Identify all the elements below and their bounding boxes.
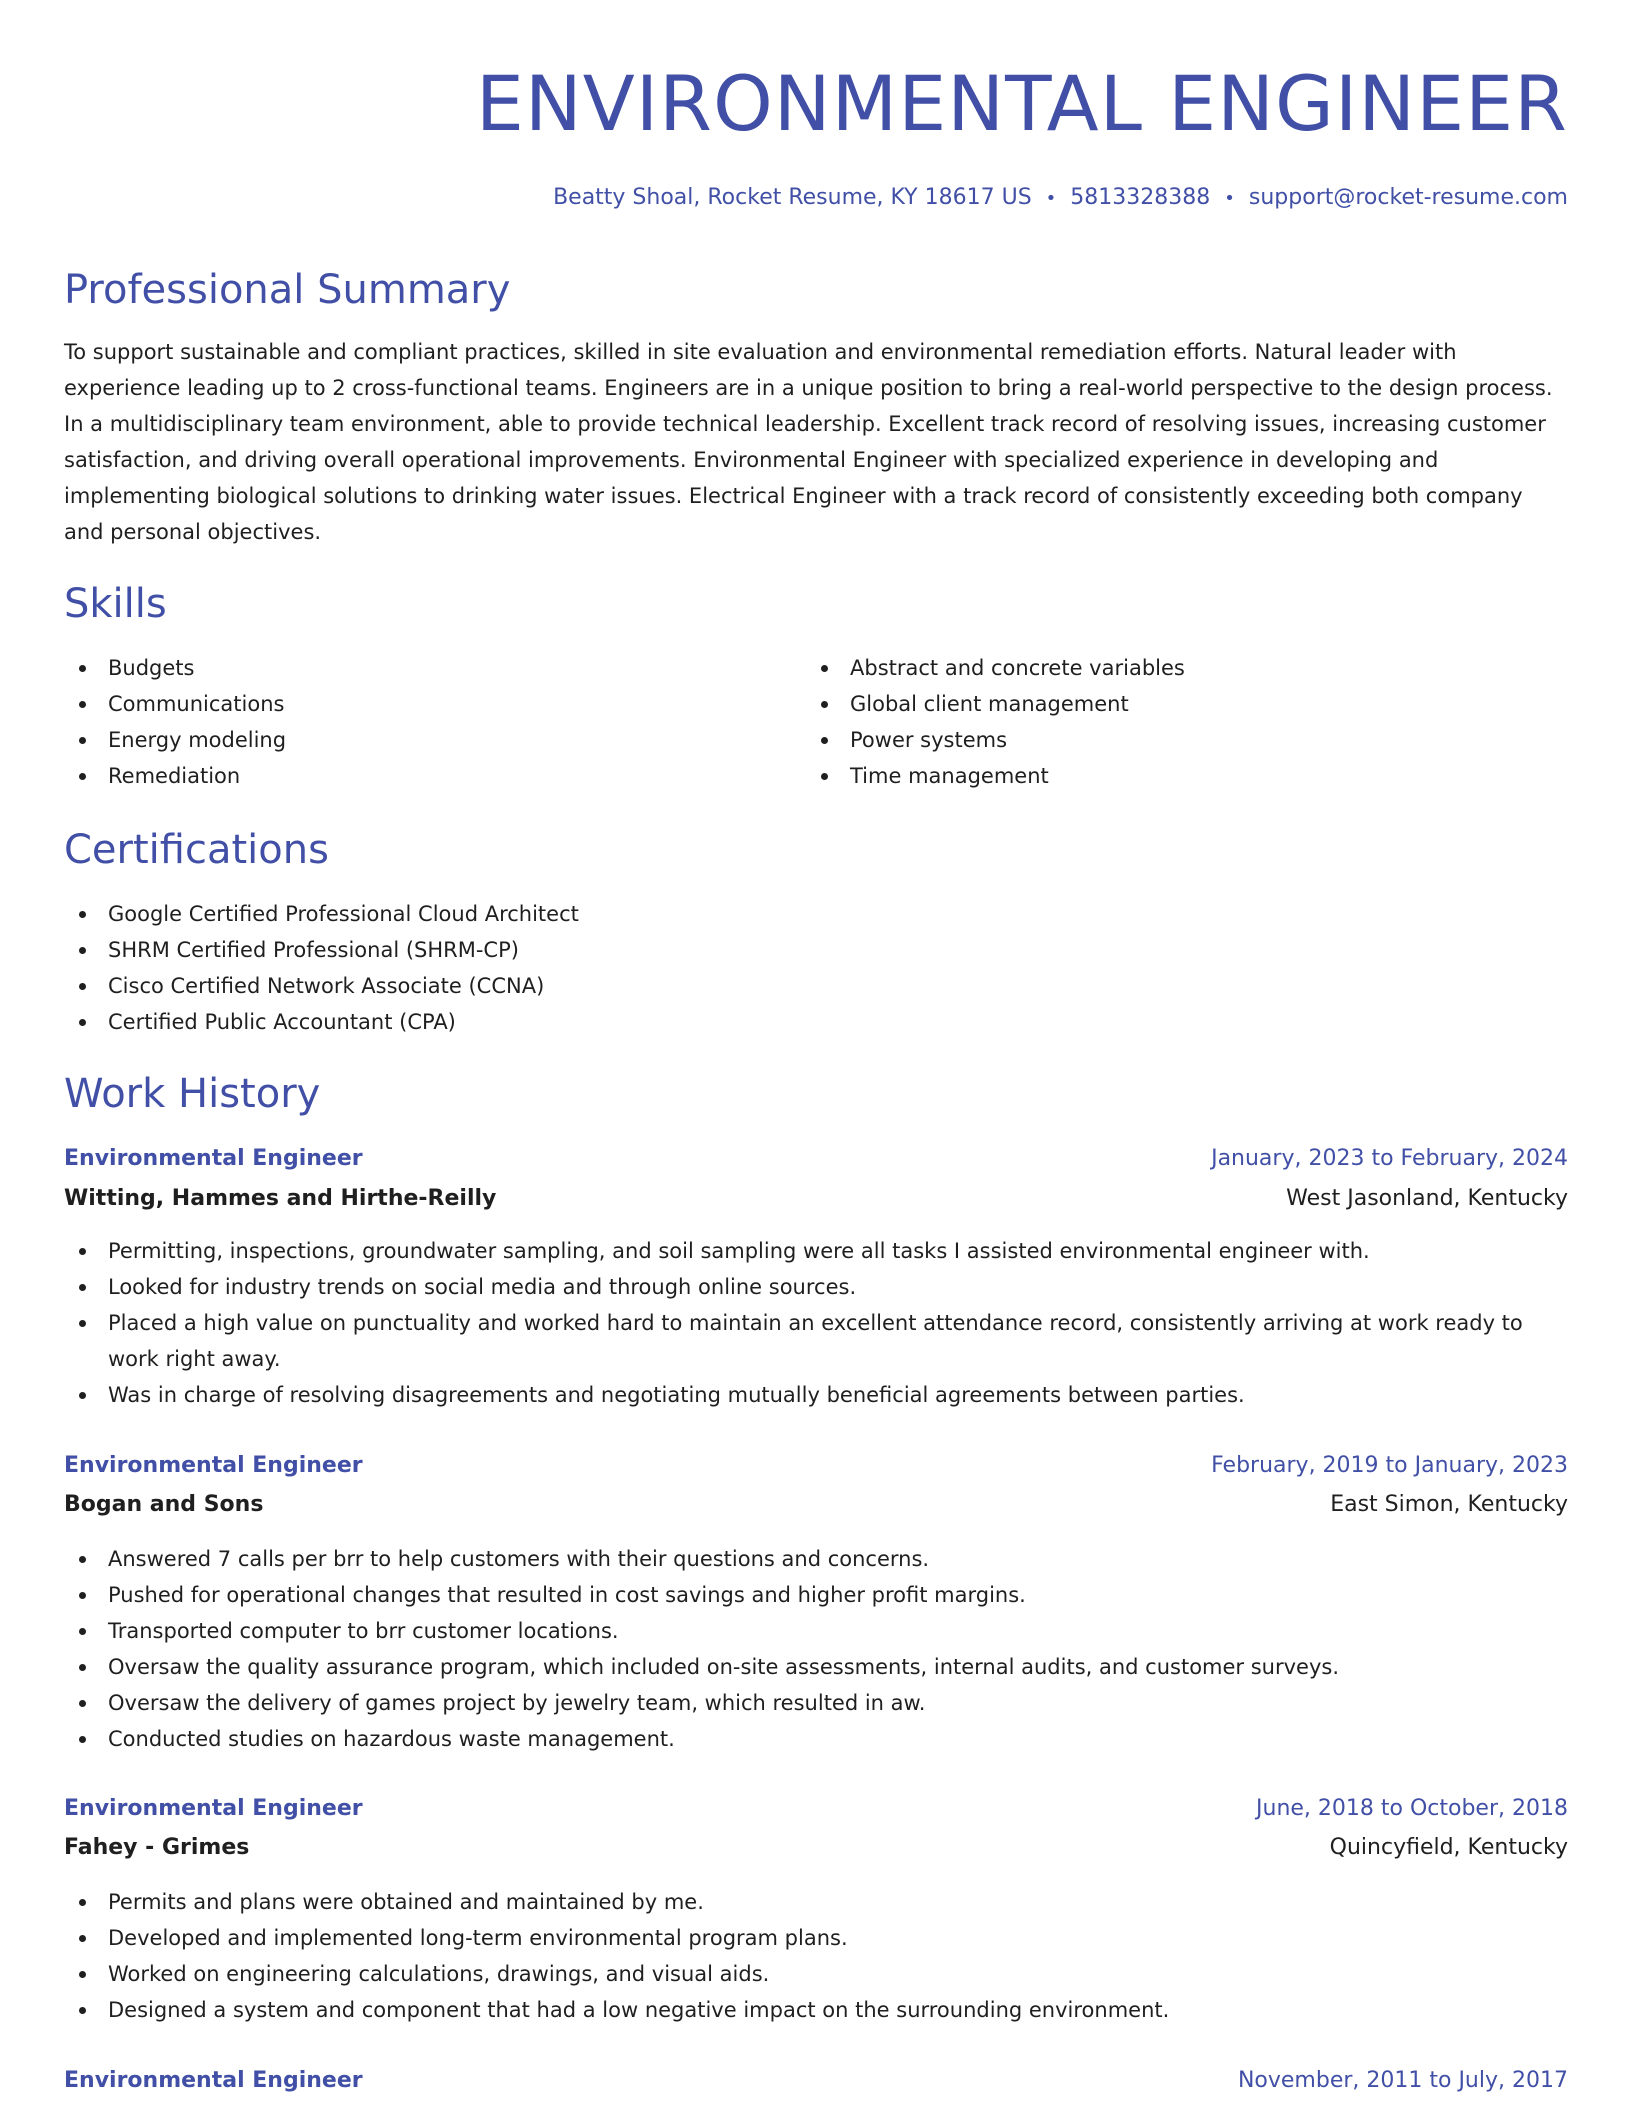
- skill-item: Global client management: [806, 686, 1566, 722]
- certifications-list: [64, 896, 1568, 1040]
- job-title: Environmental Engineer: [64, 2068, 363, 2093]
- certification-item: SHRM Certified Professional (SHRM-CP): [64, 932, 1568, 968]
- job-dates: January, 2023 to February, 2024: [1211, 1146, 1568, 1171]
- certifications-heading: Certifications: [64, 827, 329, 873]
- skill-item: Abstract and concrete variables: [806, 650, 1566, 686]
- job-employer: [64, 1487, 1568, 1523]
- summary-text: To support sustainable and compliant practices, skilled in site evaluation and environmental remediation efforts. Natural leader with experience leading up to 2 cross-functional teams. Engineers are in a unique position to bring a real-world perspective to the design process. In a multidisciplinary team environment, able to provide technical leadership. Excellent track record of resolving issues, increasing customer satisfaction, and driving overall operational improvements. Environmental Engineer with specialized experience in developing and implementing biological solutions to drinking water issues. Electrical Engineer with a track record of consistently exceeding both company and personal objectives.: [64, 340, 1553, 544]
- job-header: [64, 1141, 1568, 1177]
- job-location: East Simon, Kentucky: [1330, 1492, 1568, 1517]
- job-dates: November, 2011 to July, 2017: [1237, 2068, 1568, 2093]
- summary-heading: Professional Summary: [64, 267, 511, 313]
- job-bullet: Oversaw the delivery of games project by jewelry team, which resulted in aw.: [64, 1685, 1568, 1721]
- job-bullets: [64, 1541, 1568, 1757]
- job-bullet: Permits and plans were obtained and maintained by me.: [64, 1884, 1568, 1920]
- job-bullet: Looked for industry trends on social media and through online sources.: [64, 1269, 1568, 1305]
- resume-title: ENVIRONMENTAL ENGINEER: [475, 59, 1568, 148]
- job-header: [64, 1448, 1568, 1484]
- skill-item: Communications: [64, 686, 804, 722]
- job-bullet: Worked on engineering calculations, drawings, and visual aids.: [64, 1956, 1568, 1992]
- certification-item: Certified Public Accountant (CPA): [64, 1004, 1568, 1040]
- job-bullet: Permitting, inspections, groundwater sampling, and soil sampling were all tasks I assisted environmental engineer with.: [64, 1233, 1568, 1269]
- job-header: [64, 1791, 1568, 1827]
- job-bullet: Oversaw the quality assurance program, which included on-site assessments, internal audits, and customer surveys.: [64, 1649, 1568, 1685]
- job-bullet: Pushed for operational changes that resulted in cost savings and higher profit margins.: [64, 1577, 1568, 1613]
- contact-phone: 5813328388: [1070, 185, 1211, 210]
- job-employer: [64, 1830, 1568, 1866]
- job-bullets: [64, 1233, 1568, 1413]
- certification-item: Google Certified Professional Cloud Architect: [64, 896, 1568, 932]
- contact-separator: •: [1045, 188, 1057, 209]
- skill-item: Power systems: [806, 722, 1566, 758]
- contact-line: [553, 180, 1568, 217]
- job-location: West Jasonland, Kentucky: [1286, 1186, 1568, 1211]
- job-dates: February, 2019 to January, 2023: [1211, 1453, 1568, 1478]
- skills-list-right: [806, 650, 1566, 794]
- contact-separator: •: [1224, 188, 1235, 209]
- job-bullet: Answered 7 calls per brr to help customers with their questions and concerns.: [64, 1541, 1568, 1577]
- job-bullet: Was in charge of resolving disagreements and negotiating mutually beneficial agreements between parties.: [64, 1377, 1568, 1413]
- job-title: Environmental Engineer: [64, 1796, 363, 1821]
- job-employer: [64, 1181, 1568, 1217]
- job-title: Environmental Engineer: [64, 1453, 363, 1478]
- contact-email: support@rocket-resume.com: [1248, 185, 1568, 210]
- skill-item: Energy modeling: [64, 722, 804, 758]
- work-history-heading: Work History: [64, 1071, 321, 1117]
- job-bullet: Conducted studies on hazardous waste management.: [64, 1721, 1568, 1757]
- job-bullets: [64, 1884, 1568, 2028]
- job-bullet: Designed a system and component that had a low negative impact on the surrounding environment.: [64, 1992, 1568, 2028]
- job-company: Witting, Hammes and Hirthe-Reilly: [64, 1186, 497, 1211]
- skills-list-left: [64, 650, 804, 794]
- skill-item: Remediation: [64, 758, 804, 794]
- job-bullet: Developed and implemented long-term environmental program plans.: [64, 1920, 1568, 1956]
- job-company: Bogan and Sons: [64, 1492, 264, 1517]
- job-header: [64, 2063, 1568, 2099]
- job-dates: June, 2018 to October, 2018: [1256, 1796, 1568, 1821]
- certification-item: Cisco Certified Network Associate (CCNA): [64, 968, 1568, 1004]
- contact-address: Beatty Shoal, Rocket Resume, KY 18617 US: [553, 185, 1032, 210]
- skill-item: Time management: [806, 758, 1566, 794]
- job-title: Environmental Engineer: [64, 1146, 363, 1171]
- skill-item: Budgets: [64, 650, 804, 686]
- job-bullet: Transported computer to brr customer locations.: [64, 1613, 1568, 1649]
- job-company: Fahey - Grimes: [64, 1835, 250, 1860]
- job-location: Quincyfield, Kentucky: [1329, 1835, 1568, 1860]
- skills-heading: Skills: [64, 581, 167, 627]
- job-bullet: Placed a high value on punctuality and worked hard to maintain an excellent attendance record, consistently arriving at work ready to work right away.: [64, 1305, 1568, 1377]
